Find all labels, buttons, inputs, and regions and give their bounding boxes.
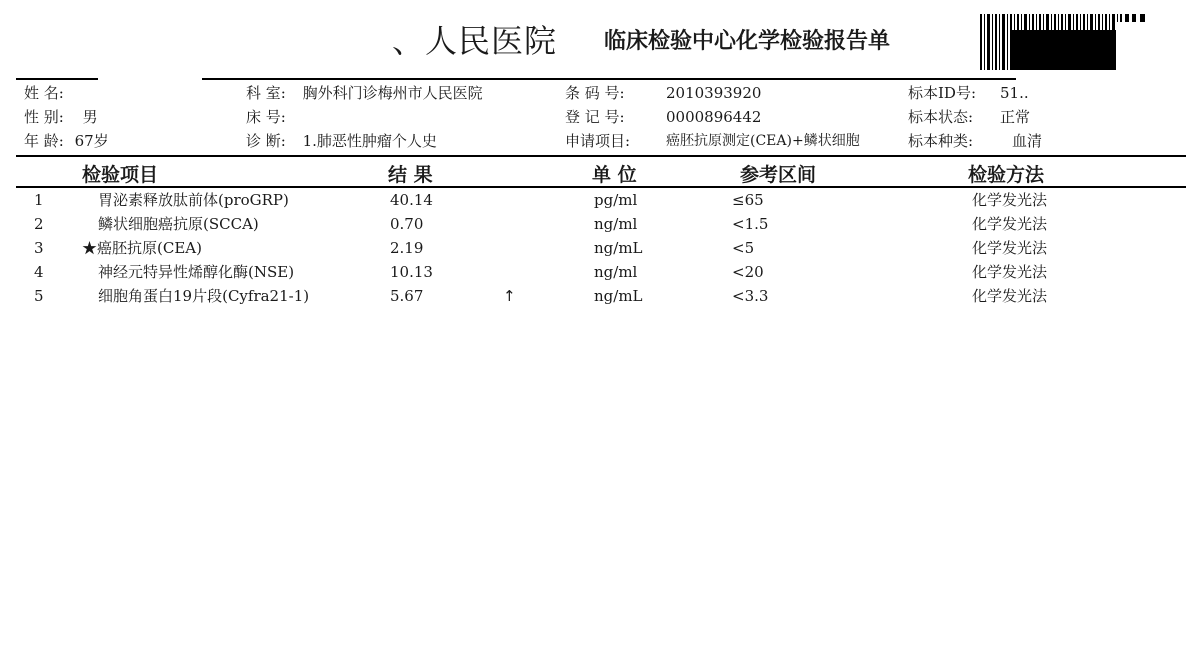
barcode-value: 2010393920 [666, 84, 762, 102]
row-no: 1 [34, 191, 44, 209]
row-item: 胃泌素释放肽前体(proGRP) [98, 191, 289, 209]
request-value: 癌胚抗原测定(CEA)+鳞状细胞 [666, 133, 860, 149]
row-unit: ng/mL [594, 287, 643, 305]
row-no: 3 [34, 239, 44, 257]
row-ref: <1.5 [732, 215, 769, 233]
col-header-ref: 参考区间 [740, 164, 817, 186]
sex-label: 性 别: [24, 108, 64, 126]
row-result: 0.70 [390, 215, 424, 233]
row-method: 化学发光法 [972, 215, 1048, 233]
row-method: 化学发光法 [972, 287, 1048, 305]
barcode-number [565, 84, 625, 102]
col-header-result: 结 果 [388, 164, 433, 186]
reg-label: 登 记 号: [565, 108, 625, 126]
row-unit: ng/ml [594, 263, 638, 281]
sample-id-value: 51.. [1000, 84, 1029, 102]
sample-id-label: 标本ID号: [908, 84, 977, 102]
col-header-unit: 单 位 [592, 164, 637, 186]
sample-status-value: 正常 [1000, 108, 1031, 126]
patient-name [24, 84, 70, 102]
row-result: 5.67 [390, 287, 424, 305]
report-title: 临床检验中心化学检验报告单 [604, 29, 891, 54]
name-redaction-gap [98, 74, 202, 82]
request-label: 申请项目: [565, 132, 631, 150]
row-unit: pg/ml [594, 191, 638, 209]
age-value: 67岁 [74, 132, 109, 150]
barcode-redaction [1012, 30, 1116, 70]
dept-value: 胸外科门诊梅州市人民医院 [302, 84, 483, 102]
hospital-name-prefix: 、 [392, 22, 426, 60]
diag-label: 诊 断: [246, 132, 286, 150]
row-ref: <3.3 [732, 287, 769, 305]
sample-status-label: 标本状态: [908, 108, 974, 126]
registration [565, 108, 625, 126]
sample-type-value: 血清 [1012, 132, 1043, 150]
row-ref: <20 [732, 263, 764, 281]
bed [246, 108, 298, 126]
row-result: 40.14 [390, 191, 433, 209]
row-method: 化学发光法 [972, 191, 1048, 209]
row-item: 鳞状细胞癌抗原(SCCA) [98, 215, 259, 233]
bed-label: 床 号: [246, 108, 286, 126]
patient-age [24, 132, 109, 150]
row-method: 化学发光法 [972, 239, 1048, 257]
name-label: 姓 名: [24, 84, 64, 102]
row-item: 神经元特异性烯醇化酶(NSE) [98, 263, 295, 281]
patient-sex [24, 108, 98, 126]
row-unit: ng/ml [594, 215, 638, 233]
barcode-label: 条 码 号: [565, 84, 625, 102]
row-method: 化学发光法 [972, 263, 1048, 281]
hospital-name [392, 16, 557, 62]
hospital-name-text: 人民医院 [425, 22, 558, 60]
request-items [565, 132, 630, 150]
row-no: 5 [34, 287, 44, 305]
row-item: ★癌胚抗原(CEA) [82, 239, 202, 257]
row-flag-high: ↑ [503, 287, 516, 305]
row-result: 2.19 [390, 239, 424, 257]
row-ref: <5 [732, 239, 755, 257]
col-header-method: 检验方法 [968, 164, 1045, 186]
sex-value: 男 [82, 108, 98, 126]
row-item: 细胞角蛋白19片段(Cyfra21-1) [98, 287, 310, 305]
sample-type-label: 标本种类: [908, 132, 974, 150]
row-no: 4 [34, 263, 44, 281]
row-ref: ≤65 [732, 191, 764, 209]
reg-value: 0000896442 [666, 108, 762, 126]
age-label: 年 龄: [24, 132, 64, 150]
row-result: 10.13 [390, 263, 433, 281]
col-header-item: 检验项目 [82, 164, 159, 186]
row-no: 2 [34, 215, 44, 233]
diag-value: 1.肺恶性肿瘤个人史 [302, 132, 437, 150]
department [246, 84, 483, 102]
dept-label: 科 室: [246, 84, 286, 102]
diagnosis [246, 132, 437, 150]
table-top-rule [16, 155, 1186, 157]
row-unit: ng/mL [594, 239, 643, 257]
